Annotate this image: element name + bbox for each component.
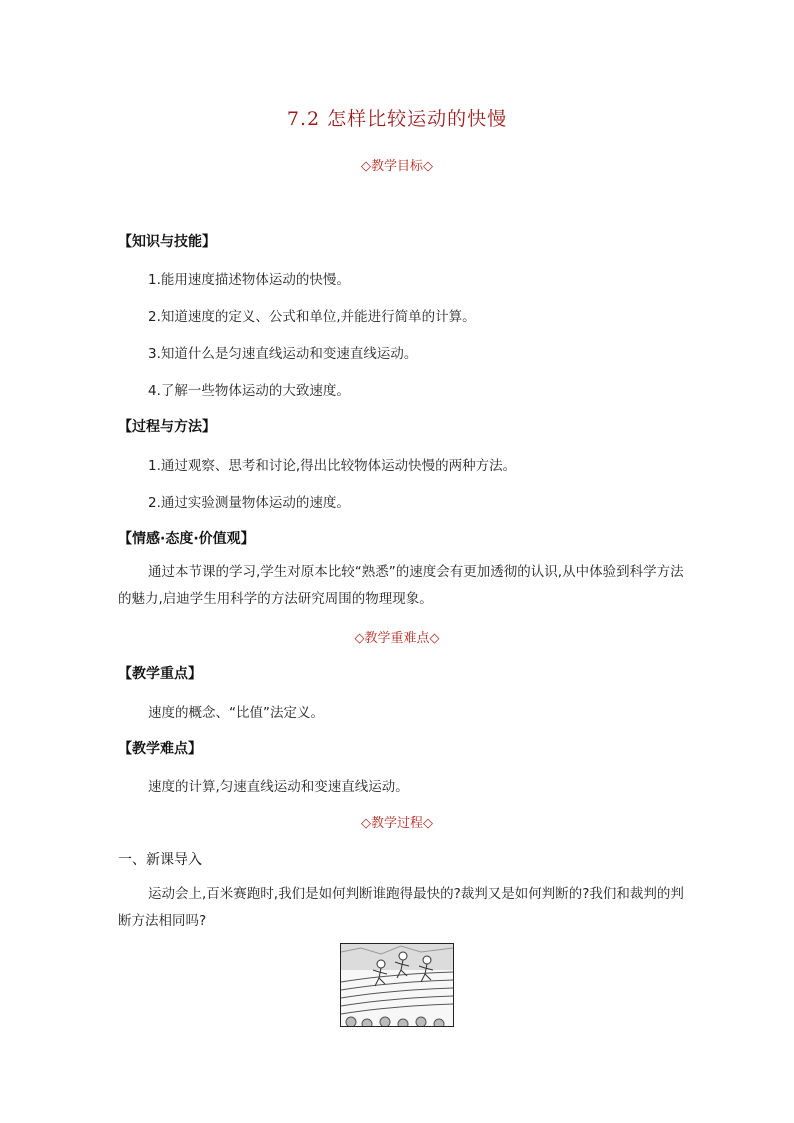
heading-teaching-difficulty: 【教学难点】 xyxy=(118,741,202,757)
process-item-1: 1.通过观察、思考和讨论,得出比较物体运动快慢的两种方法。 xyxy=(148,458,517,474)
process-item-2: 2.通过实验测量物体运动的速度。 xyxy=(148,495,350,511)
intro-paragraph: 运动会上,百米赛跑时,我们是如何判断谁跑得最快的?裁判又是如何判断的?我们和裁判的判断方法相同吗? xyxy=(118,886,684,929)
heading-teaching-focus: 【教学重点】 xyxy=(118,666,202,682)
emotion-paragraph: 通过本节课的学习,学生对原本比较“熟悉”的速度会有更加透彻的认识,从中体验到科学方法的魅力,启迪学生用科学的方法研究周围的物理现象。 xyxy=(118,564,684,607)
section-teaching-process: ◇教学过程◇ xyxy=(361,816,433,831)
knowledge-item-2: 2.知道速度的定义、公式和单位,并能进行简单的计算。 xyxy=(148,309,476,325)
heading-emotion-values: 【情感·态度·价值观】 xyxy=(118,531,255,547)
knowledge-item-3: 3.知道什么是匀速直线运动和变速直线运动。 xyxy=(148,346,418,362)
heading-knowledge-skills: 【知识与技能】 xyxy=(118,234,216,250)
heading-new-lesson-intro: 一、新课导入 xyxy=(118,852,202,868)
heading-process-method: 【过程与方法】 xyxy=(118,419,216,435)
section-key-difficult-points: ◇教学重难点◇ xyxy=(354,631,440,646)
difficulty-text: 速度的计算,匀速直线运动和变速直线运动。 xyxy=(148,779,409,795)
knowledge-item-1: 1.能用速度描述物体运动的快慢。 xyxy=(148,272,350,288)
knowledge-item-4: 4.了解一些物体运动的大致速度。 xyxy=(148,383,350,399)
section-teaching-goals: ◇教学目标◇ xyxy=(361,159,433,174)
race-illustration xyxy=(340,943,454,1027)
focus-text: 速度的概念、“比值”法定义。 xyxy=(148,705,324,721)
lesson-title: 7.2 怎样比较运动的快慢 xyxy=(286,108,508,130)
